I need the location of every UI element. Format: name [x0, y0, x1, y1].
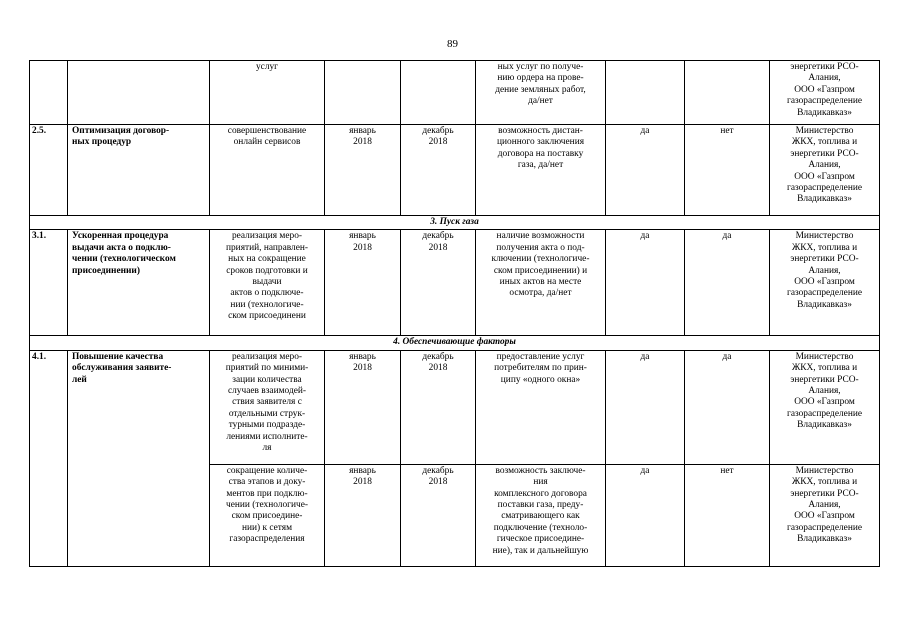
- indicator: наличие возможности получения акта о под- ключении (технологиче- ском присоединении) и иных актов на месте осмотра, да/нет: [476, 230, 606, 336]
- measure-title: Повышение качества обслуживания заявите- лей: [68, 350, 210, 566]
- measure-title: [68, 61, 210, 125]
- row-number: 2.5.: [30, 125, 68, 216]
- responsible: Министерство ЖКХ, топлива и энергетики РСО- Алания, ООО «Газпром газораспределение Владикавказ»: [770, 350, 880, 464]
- section-title: 4. Обеспечивающие факторы: [30, 336, 880, 350]
- responsible: Министерство ЖКХ, топлива и энергетики РСО- Алания, ООО «Газпром газораспределение Владикавказ»: [770, 125, 880, 216]
- indicator: предоставление услуг потребителям по прин- ципу «одного окна»: [476, 350, 606, 464]
- start-date: январь 2018: [325, 230, 401, 336]
- start-date: январь 2018: [325, 464, 401, 566]
- measure-description: сокращение количе- ства этапов и доку- ментов при подклю- чении (технологиче- ском присоедине- нии) к сетям газораспределения: [210, 464, 325, 566]
- start-date: [325, 61, 401, 125]
- indicator: возможность дистан- ционного заключения договора на поставку газа, да/нет: [476, 125, 606, 216]
- end-date: декабрь 2018: [401, 230, 476, 336]
- table-row: [30, 61, 880, 125]
- responsible: энергетики РСО- Алания, ООО «Газпром газораспределение Владикавказ»: [770, 61, 880, 125]
- end-date: декабрь 2018: [401, 350, 476, 464]
- value-1: [606, 61, 685, 125]
- measure-title: Оптимизация договор- ных процедур: [68, 125, 210, 216]
- section-row: [30, 216, 880, 230]
- table-row: [30, 125, 880, 216]
- indicator: возможность заключе- ния комплексного договора поставки газа, преду- сматривающего как подключение (техноло- гическое присоедине- ние), так и дальнейшую: [476, 464, 606, 566]
- end-date: декабрь 2018: [401, 125, 476, 216]
- value-1: да: [606, 125, 685, 216]
- responsible: Министерство ЖКХ, топлива и энергетики РСО- Алания, ООО «Газпром газораспределение Владикавказ»: [770, 464, 880, 566]
- value-1: да: [606, 464, 685, 566]
- measure-title: Ускоренная процедура выдачи акта о подклю- чении (технологическом присоединении): [68, 230, 210, 336]
- measure-description: услуг: [210, 61, 325, 125]
- value-2: нет: [685, 125, 770, 216]
- row-number: 4.1.: [30, 350, 68, 566]
- value-2: [685, 61, 770, 125]
- end-date: декабрь 2018: [401, 464, 476, 566]
- measure-description: реализация меро- приятий, направлен- ных на сокращение сроков подготовки и выдачи актов о подключе- нии (технологиче- ском присоединени: [210, 230, 325, 336]
- indicator: ных услуг по получе- нию ордера на прове- дение земляных работ, да/нет: [476, 61, 606, 125]
- value-1: да: [606, 230, 685, 336]
- value-2: да: [685, 350, 770, 464]
- responsible: Министерство ЖКХ, топлива и энергетики РСО- Алания, ООО «Газпром газораспределение Владикавказ»: [770, 230, 880, 336]
- page-number: 89: [447, 38, 458, 50]
- measures-table: [29, 60, 880, 567]
- measure-description: совершенствование онлайн сервисов: [210, 125, 325, 216]
- value-2: да: [685, 230, 770, 336]
- measure-description: реализация меро- приятий по миними- зации количества случаев взаимодей- ствия заявителя с отдельными струк- турными подразде- лениями исполните- ля: [210, 350, 325, 464]
- value-2: нет: [685, 464, 770, 566]
- table-row: [30, 230, 880, 336]
- start-date: январь 2018: [325, 350, 401, 464]
- end-date: [401, 61, 476, 125]
- value-1: да: [606, 350, 685, 464]
- section-row: [30, 336, 880, 350]
- start-date: январь 2018: [325, 125, 401, 216]
- table-row: [30, 350, 880, 464]
- row-number: 3.1.: [30, 230, 68, 336]
- section-title: 3. Пуск газа: [30, 216, 880, 230]
- row-number: [30, 61, 68, 125]
